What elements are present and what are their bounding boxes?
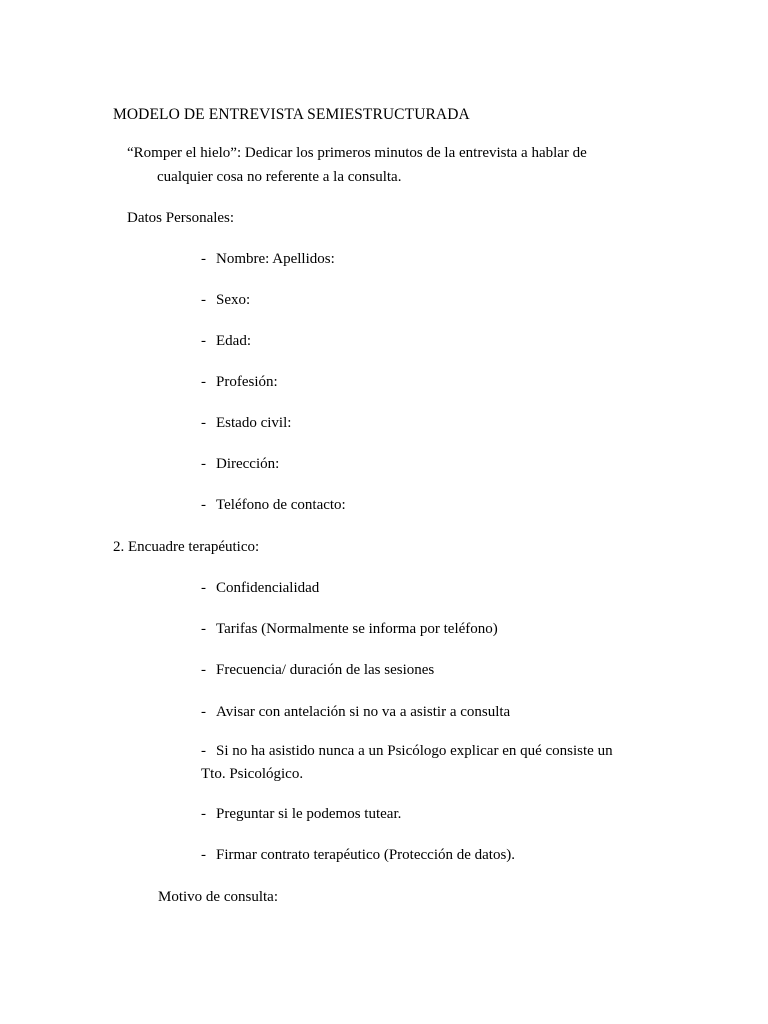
list-item <box>201 742 613 760</box>
bullet-dash: - <box>201 415 206 431</box>
list-item-text: Estado civil: <box>216 415 292 431</box>
list-item-text: Confidencialidad <box>216 580 320 596</box>
list-item-text: Tarifas (Normalmente se informa por teléfono) <box>216 621 498 637</box>
bullet-dash: - <box>201 456 206 472</box>
list-item-text: Sexo: <box>216 292 251 308</box>
list-item <box>201 846 515 864</box>
list-item <box>201 703 510 721</box>
bullet-dash: - <box>201 580 206 596</box>
bullet-dash: - <box>201 251 206 267</box>
section-heading-encuadre: 2. Encuadre terapéutico: <box>113 539 260 555</box>
bullet-dash: - <box>201 743 206 759</box>
list-item <box>201 332 251 350</box>
list-item-text: Avisar con antelación si no va a asistir a consulta <box>216 704 511 720</box>
list-item-text: Profesión: <box>216 374 278 390</box>
list-item <box>201 620 498 638</box>
list-item-text: Edad: <box>216 333 251 349</box>
list-item <box>201 291 250 309</box>
list-item-continuation: Tto. Psicológico. <box>201 766 304 782</box>
bullet-dash: - <box>201 621 206 637</box>
list-item <box>201 579 319 597</box>
bullet-dash: - <box>201 292 206 308</box>
list-item <box>201 496 346 514</box>
list-item-text: Dirección: <box>216 456 280 472</box>
bullet-dash: - <box>201 662 206 678</box>
list-item <box>201 373 278 391</box>
list-item-text: Preguntar si le podemos tutear. <box>216 806 402 822</box>
list-item <box>201 414 291 432</box>
list-item-text: Frecuencia/ duración de las sesiones <box>216 662 435 678</box>
bullet-dash: - <box>201 333 206 349</box>
bullet-dash: - <box>201 704 206 720</box>
bullet-dash: - <box>201 806 206 822</box>
bullet-dash: - <box>201 497 206 513</box>
document-title: MODELO DE ENTREVISTA SEMIESTRUCTURADA <box>113 106 470 123</box>
list-item-text: Teléfono de contacto: <box>216 497 346 513</box>
list-item <box>201 455 279 473</box>
section-heading-motivo: Motivo de consulta: <box>158 889 278 905</box>
list-item <box>201 805 401 823</box>
list-item-text: Nombre: Apellidos: <box>216 251 335 267</box>
section-heading-datos-personales: Datos Personales: <box>127 210 235 226</box>
intro-text-line-1: “Romper el hielo”: Dedicar los primeros minutos de la entrevista a hablar de <box>127 145 587 161</box>
list-item <box>201 661 434 679</box>
list-item <box>201 250 335 268</box>
bullet-dash: - <box>201 374 206 390</box>
list-item-text: Firmar contrato terapéutico (Protección de datos). <box>216 847 516 863</box>
intro-text-line-2: cualquier cosa no referente a la consulta. <box>157 169 402 185</box>
bullet-dash: - <box>201 847 206 863</box>
list-item-text: Si no ha asistido nunca a un Psicólogo explicar en qué consiste un <box>216 743 613 759</box>
